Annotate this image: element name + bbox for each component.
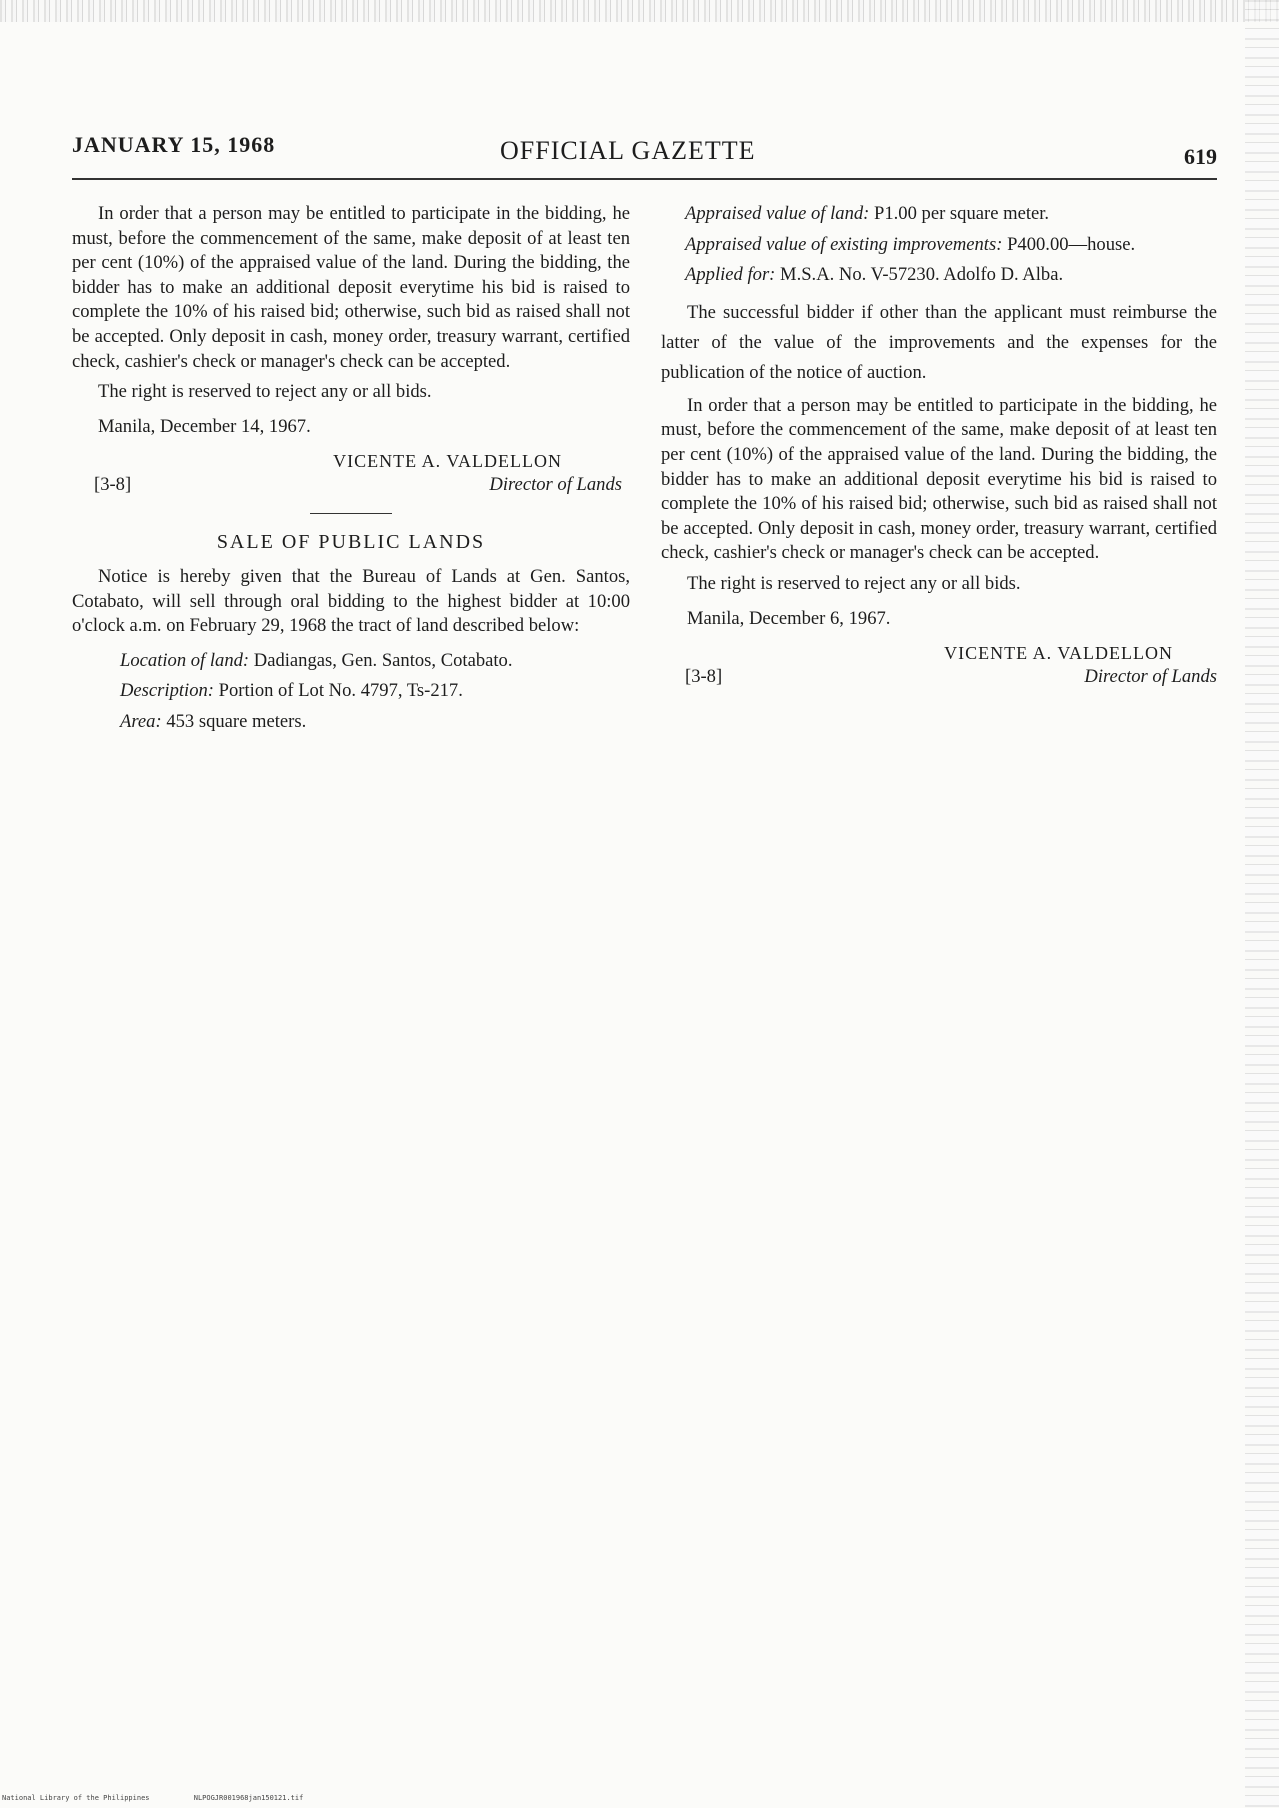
description-label: Description:	[120, 680, 214, 702]
right-right-reserved: The right is reserved to reject any or all bids.	[687, 572, 1021, 594]
area-value: 453 square meters.	[166, 710, 307, 732]
description-value: Portion of Lot No. 4797, Ts-217.	[218, 680, 463, 702]
header-rule	[72, 178, 1217, 180]
scan-noise-right	[1245, 0, 1279, 1808]
scan-noise-top	[0, 0, 1279, 22]
left-column	[72, 202, 630, 735]
location-value: Dadiangas, Gen. Santos, Cotabato.	[253, 649, 513, 671]
right-place-date: Manila, December 6, 1967.	[687, 607, 891, 629]
right-column	[661, 202, 1217, 691]
appraised-land-value: P1.00 per square meter.	[874, 203, 1050, 224]
right-bidding-paragraph: In order that a person may be entitled to participate in the bidding, he must, before the commencement of the same, make deposit of at least ten per cent (10%) of the appraised value of the land. During the bidding, the bidder has to make an additional deposit everytime his bid is raised to complete the 10% of his raised bid; otherwise, such bid as raised shall not be accepted. Only deposit in cash, money order, treasury warrant, certified check, cashier's check or manager's check can be accepted.	[661, 394, 1217, 564]
applied-label: Applied for:	[685, 264, 776, 286]
appraised-land-label: Appraised value of land:	[685, 203, 870, 224]
appraised-improvements-label: Appraised value of existing improvements:	[685, 233, 1003, 255]
area-of-land	[72, 710, 630, 735]
page-number: 619	[1184, 144, 1217, 169]
appraised-land	[661, 202, 1217, 227]
left-bidding-paragraph: In order that a person may be entitled to participate in the bidding, he must, before the commencement of the same, make deposit of at least ten per cent (10%) of the appraised value of the land. During the bidding, the bidder has to make an additional deposit everytime his bid is raised to complete the 10% of his raised bid; otherwise, such bid as raised shall not be accepted. Only deposit in cash, money order, treasury warrant, certified check, cashier's check or manager's check can be accepted.	[72, 203, 630, 372]
left-signatory-ref: [3-8]	[94, 474, 132, 496]
area-label: Area:	[120, 710, 162, 732]
applied-for	[661, 263, 1217, 288]
left-signatory-name: VICENTE A. VALDELLON	[333, 451, 562, 472]
left-signature-block	[72, 449, 630, 499]
left-right-reserved: The right is reserved to reject any or all bids.	[98, 381, 432, 403]
scan-footer	[2, 1794, 343, 1802]
right-signatory-name: VICENTE A. VALDELLON	[944, 643, 1173, 664]
applied-value: M.S.A. No. V-57230. Adolfo D. Alba.	[780, 264, 1064, 286]
right-signatory-title: Director of Lands	[1084, 666, 1217, 688]
page-header	[72, 128, 1217, 174]
left-signatory-title: Director of Lands	[489, 474, 622, 496]
left-place-date: Manila, December 14, 1967.	[98, 415, 311, 437]
location-label: Location of land:	[120, 649, 250, 671]
footer-library: National Library of the Philippines	[2, 1794, 150, 1802]
appraised-improvements	[661, 233, 1217, 258]
section-heading: SALE OF PUBLIC LANDS	[216, 531, 486, 554]
right-reimburse-paragraph: The successful bidder if other than the applicant must reimburse the latter of the value of the improvements and the expenses for the publication of the notice of auction.	[661, 301, 1217, 383]
description-of-land	[72, 679, 630, 704]
footer-file: NLPOGJR001968jan150121.tif	[193, 1794, 304, 1802]
appraised-improvements-value: P400.00—house.	[1007, 233, 1136, 255]
header-date: JANUARY 15, 1968	[72, 132, 276, 157]
sale-notice: Notice is hereby given that the Bureau of Lands at Gen. Santos, Cotabato, will sell through oral bidding to the highest bidder at 10:00 o'clock a.m. on February 29, 1968 the tract of land described below:	[72, 565, 630, 637]
section-divider	[310, 513, 392, 514]
right-signature-block	[661, 641, 1217, 691]
location-of-land	[72, 649, 630, 674]
header-title: OFFICIAL GAZETTE	[500, 136, 756, 165]
right-signatory-ref: [3-8]	[685, 666, 723, 688]
